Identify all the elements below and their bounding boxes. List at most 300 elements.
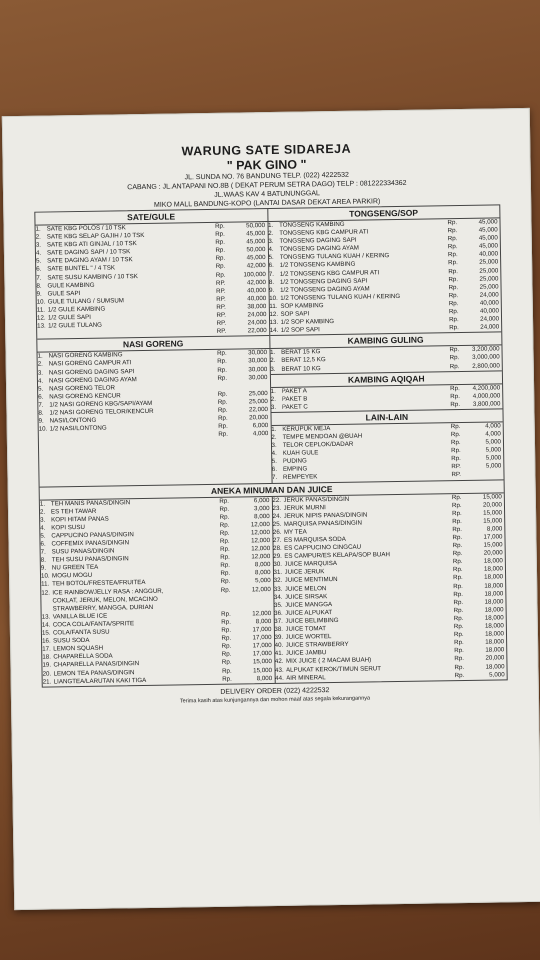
currency-label — [218, 382, 236, 390]
item-price: 40,000 — [247, 294, 267, 303]
thanks-note: Terima kasih atas kunjungannya dan mohon maaf atas segala kekurangannya — [179, 695, 371, 705]
item-price: 22,000 — [248, 406, 268, 414]
currency-label: Rp. — [447, 219, 458, 227]
item-price: 25,000 — [479, 266, 499, 275]
currency-label: Rp. — [221, 642, 232, 651]
currency-label: Rp. — [215, 230, 225, 238]
menu-grid — [34, 204, 507, 687]
currency-label: RP. — [451, 471, 462, 479]
item-number: 8. — [268, 278, 275, 286]
currency-label: Rp. — [447, 243, 458, 251]
item-name: JUICE MENTIMUN — [284, 576, 338, 585]
item-price: 24,000 — [247, 311, 267, 319]
item-price: 18,000 — [484, 581, 504, 590]
currency-label: Rp. — [218, 414, 228, 422]
currency-label: Rp. — [215, 246, 226, 255]
item-name: KUAH GULE — [282, 449, 319, 457]
item-number: 8. — [36, 282, 42, 290]
item-price: 18,000 — [484, 573, 504, 582]
item-name: JUICE WORTEL — [285, 633, 332, 641]
currency-label: Rp. — [448, 308, 459, 316]
item-number: 11. — [41, 580, 50, 589]
item-name: JERUK PANAS/DINGIN — [283, 495, 350, 504]
item-price: 18,000 — [485, 638, 505, 646]
item-number: 17. — [42, 645, 51, 653]
item-name: ALPUKAT KEROK/TIMUN SERUT — [285, 664, 382, 674]
item-price: 15,000 — [252, 658, 272, 666]
item-price: 4,200,000 — [472, 383, 501, 392]
item-number — [41, 605, 52, 613]
item-number: 9. — [36, 290, 42, 298]
guling-list — [270, 346, 502, 374]
item-price: 12,000 — [251, 553, 271, 561]
currency-label: Rp. — [454, 639, 464, 647]
item-number: 35. — [273, 601, 283, 609]
currency-label: Rp. — [448, 267, 458, 275]
item-number: 22. — [272, 496, 282, 504]
item-number: 8. — [40, 556, 47, 564]
item-name: 1/2 GULE TULANG — [48, 321, 103, 330]
item-number — [37, 331, 48, 339]
item-number: 33. — [273, 585, 283, 593]
item-price: 18,000 — [483, 565, 504, 574]
item-number: 7. — [38, 401, 44, 409]
item-number: 6. — [36, 266, 42, 274]
section-title-sate: SATE/GULE — [35, 209, 267, 226]
item-name: 1/2 SOP SAPI — [280, 326, 320, 335]
item-number: 2. — [39, 508, 46, 516]
item-price: 45,000 — [478, 226, 498, 234]
item-name: TONGSENG DAGING AYAM — [279, 244, 359, 254]
item-name: LIANGTEA/LARUTAN KAKI TIGA — [53, 676, 147, 686]
item-name: MARQUISA PANAS/DINGIN — [283, 519, 363, 528]
item-name: ES MARQUISA SODA — [283, 535, 346, 544]
item-name: NASI GORENG KAMBING — [48, 351, 123, 360]
currency-label: Rp. — [216, 350, 227, 358]
currency-label: Rp. — [220, 586, 231, 594]
item-number — [39, 434, 50, 442]
currency-label: Rp. — [222, 675, 232, 683]
section-title-aqiqah: KAMBING AQIQAH — [270, 370, 502, 388]
aqiqah-list — [271, 384, 503, 412]
currency-label: Rp. — [453, 606, 464, 615]
item-name: STRAWBERRY, MANGGA, DURIAN — [52, 603, 154, 613]
item-price: 20,000 — [482, 501, 503, 509]
item-number: 1. — [39, 500, 46, 508]
item-price: 18,000 — [484, 606, 504, 614]
item-name: SATE KBG ATI GINJAL / 10 TSK — [46, 240, 137, 249]
item-number: 27. — [272, 536, 282, 544]
item-number: 13. — [37, 322, 46, 330]
item-price: 20,000 — [485, 654, 505, 663]
item-number: 13. — [269, 319, 279, 327]
currency-label: Rp. — [219, 497, 230, 505]
item-number: 2. — [35, 233, 41, 241]
item-name: TEH MANIS PANAS/DINGIN — [50, 498, 131, 508]
item-name: JERUK MURNI — [283, 503, 326, 512]
currency-label: Rp. — [217, 358, 227, 366]
item-name: 1/2 NASI GORENG KBG/SAPI/AYAM — [49, 399, 153, 409]
item-number: 21. — [42, 678, 52, 686]
item-price: 5,000 — [485, 454, 502, 462]
item-name: JUICE SIRSAK — [284, 592, 328, 601]
item-name: ES TEH TAWAR — [50, 507, 97, 516]
item-name: NASI GORENG TELOR — [49, 384, 116, 393]
currency-label: Rp. — [452, 509, 462, 517]
item-price: 25,000 — [479, 275, 499, 283]
item-name: BERAT 15 KG — [280, 348, 321, 357]
item-price: 30,000 — [248, 357, 268, 365]
currency-label: Rp. — [452, 558, 463, 566]
item-price: 6,000 — [252, 422, 269, 430]
item-number: 5. — [40, 532, 46, 540]
item-price: 15,000 — [253, 666, 273, 674]
item-name: TELOR CEPLOK/DADAR — [282, 440, 354, 449]
item-price: 15,000 — [483, 517, 503, 525]
currency-label: RP. — [216, 303, 226, 311]
item-price: 5,000 — [485, 462, 502, 470]
item-number: 3. — [40, 516, 46, 524]
item-number: 24. — [272, 512, 282, 520]
item-number: 4. — [35, 249, 42, 257]
item-number: 13. — [41, 613, 51, 621]
item-name: JUICE ALPUKAT — [285, 608, 333, 617]
item-price — [469, 471, 503, 480]
item-name: CHAPARELLA SODA — [53, 652, 113, 661]
item-number: 3. — [271, 441, 277, 450]
item-number: 9. — [40, 564, 47, 572]
section-title-tongseng: TONGSENG/SOP — [268, 205, 500, 222]
item-name: COCA COLA/FANTA/SPRITE — [52, 620, 135, 629]
currency-label: Rp. — [450, 439, 461, 447]
item-number: 30. — [273, 561, 283, 569]
currency-label: Rp. — [454, 655, 465, 663]
item-number: 12. — [41, 589, 50, 597]
currency-label: Rp. — [450, 430, 461, 439]
item-price: 8,000 — [486, 525, 503, 533]
item-name: LEMON TEA PANAS/DINGIN — [53, 668, 135, 677]
currency-label: Rp. — [447, 251, 458, 259]
item-name: SUSU SODA — [52, 637, 90, 645]
item-number: 2. — [268, 230, 274, 238]
item-name: EMPING — [282, 465, 308, 474]
item-price: 12,000 — [250, 528, 270, 537]
item-name: ES CAMPUR/ES KELAPA/SOP BUAH — [284, 551, 390, 561]
item-name: CHAPARELLA PANAS/DINGIN — [53, 660, 140, 669]
currency-label: Rp. — [449, 346, 460, 354]
currency-label: Rp. — [450, 400, 461, 408]
item-name: TEH SUSU PANAS/DINGIN — [51, 555, 129, 564]
currency-label: RP. — [451, 463, 461, 471]
item-price: 8,000 — [256, 674, 273, 682]
item-number: 6. — [40, 540, 46, 548]
item-price: 50,000 — [246, 246, 266, 254]
item-name: 1/2 TONGSENG TULANG KUAH / KERING — [280, 292, 401, 302]
item-price: 12,000 — [250, 520, 270, 529]
item-name: BERAT 10 KG — [281, 364, 321, 373]
item-number: 9. — [38, 417, 44, 425]
item-name: KERUPUK MEJA — [282, 424, 331, 433]
currency-label: RP. — [216, 311, 227, 319]
currency-label: Rp. — [452, 525, 463, 534]
item-price: 25,000 — [479, 258, 499, 267]
currency-label: Rp. — [221, 650, 232, 659]
item-name: NASI GORENG KENCUR — [49, 392, 121, 401]
item-price: 25,000 — [248, 389, 268, 398]
currency-label: Rp. — [215, 271, 226, 279]
item-name: COFFEMIX PANAS/DINGIN — [51, 539, 130, 548]
currency-label: Rp. — [215, 255, 226, 263]
item-price: 5,000 — [485, 446, 502, 454]
tongseng-list — [268, 218, 501, 335]
menu-sheet — [2, 108, 540, 910]
currency-label: Rp. — [217, 366, 228, 374]
currency-label: Rp. — [448, 316, 459, 324]
item-name: SOP SAPI — [280, 310, 310, 318]
item-name: JUICE JAMBU — [285, 649, 327, 658]
item-price: 18,000 — [485, 646, 505, 654]
item-price: 20,000 — [249, 414, 269, 422]
item-price: 5,000 — [485, 438, 502, 446]
item-price: 17,000 — [252, 626, 272, 634]
item-name: LEMON SQUASH — [53, 644, 104, 653]
item-price: 42,000 — [246, 278, 266, 287]
item-price: 25,000 — [479, 283, 499, 291]
item-name: 1/2 TONGSENG DAGING AYAM — [280, 285, 370, 294]
item-price: 15,000 — [483, 509, 503, 517]
currency-label: Rp. — [217, 374, 228, 382]
item-price: 18,000 — [484, 598, 504, 606]
currency-label: Rp. — [452, 534, 463, 542]
item-price: 17,000 — [252, 642, 272, 650]
left-column — [35, 209, 272, 486]
item-name: JUICE MELON — [284, 584, 327, 593]
item-number: 15. — [41, 629, 51, 637]
item-price: 45,000 — [478, 234, 498, 242]
currency-label: Rp. — [453, 614, 464, 623]
currency-label: Rp. — [215, 263, 226, 271]
currency-label: Rp. — [219, 513, 230, 521]
item-name: TONGSENG TULANG KUAH / KERING — [279, 252, 390, 262]
item-name: 1/2 NASI GORENG TELOR/KENCUR — [49, 407, 154, 417]
item-name: NASI GORENG DAGING AYAM — [48, 375, 137, 385]
currency-label: Rp. — [218, 422, 228, 430]
branch-1: CABANG : JL.ANTAPANI NO.8B ( DEKAT PERUM SETRA DAGO) TELP : 081222334362 — [127, 179, 407, 192]
item-number: 1. — [267, 221, 274, 230]
item-price: 3,000 — [253, 504, 270, 512]
item-price: 4,000 — [485, 422, 501, 430]
item-price: 18,000 — [485, 630, 505, 638]
currency-label: Rp. — [219, 537, 230, 545]
item-number: 11. — [36, 306, 46, 314]
item-price: 12,000 — [251, 585, 271, 593]
currency-label: Rp. — [448, 283, 459, 291]
item-name: VANILLA BLUE ICE — [52, 612, 108, 621]
currency-label: Rp. — [448, 259, 458, 267]
currency-label: Rp. — [448, 291, 459, 300]
item-price: 6,000 — [253, 496, 270, 504]
item-name: JUICE MARQUISA — [284, 560, 338, 569]
item-price: 17,000 — [252, 650, 272, 658]
item-price: 100,000 — [243, 270, 266, 278]
item-name: SATE BUNTEL " / 4 TSK — [47, 264, 116, 273]
item-price: 18,000 — [484, 622, 504, 630]
item-number: 16. — [41, 637, 51, 645]
item-name: JUICE STRAWBERRY — [285, 641, 349, 650]
currency-label: Rp. — [220, 578, 231, 586]
currency-label: Rp. — [448, 299, 459, 308]
item-name: TONGSENG KBG CAMPUR ATI — [279, 228, 369, 237]
item-name: 1/2 TONGSENG DAGING SAPI — [279, 277, 368, 286]
currency-label: Rp. — [449, 362, 460, 370]
item-name: SATE KBG POLOS / 10 TSK — [46, 224, 126, 233]
item-price: 20,000 — [483, 549, 503, 557]
item-name: JERUK NIPIS PANAS/DINGIN — [283, 511, 368, 520]
currency-label: Rp. — [220, 553, 230, 562]
item-name: ES CAPPUCINO CINGCAU — [284, 543, 362, 552]
item-name: NU GREEN TEA — [51, 564, 99, 572]
item-number: 6. — [268, 262, 274, 270]
item-number: 4. — [268, 246, 274, 254]
currency-label: Rp. — [214, 222, 225, 230]
item-name: NASI/LONTONG — [49, 416, 97, 425]
item-number: 9. — [269, 286, 275, 294]
item-number: 42. — [274, 658, 284, 666]
item-name: 1/2 SOP KAMBING — [280, 318, 335, 326]
item-price: 45,000 — [246, 238, 266, 246]
item-name: SATE DAGING AYAM / 10 TSK — [47, 256, 133, 265]
item-price: 22,000 — [247, 327, 267, 335]
item-number: 37. — [274, 617, 283, 625]
currency-label: Rp. — [453, 631, 464, 639]
item-number: 2. — [270, 395, 277, 403]
item-number: 44. — [275, 674, 284, 682]
currency-label: Rp. — [451, 493, 462, 501]
item-number: 20. — [42, 669, 52, 678]
item-price: 30,000 — [248, 373, 268, 381]
item-number: 18. — [42, 653, 51, 661]
item-price: 18,000 — [484, 614, 504, 622]
item-number: 3. — [270, 365, 276, 373]
item-price: 45,000 — [478, 242, 498, 250]
item-number: 28. — [273, 544, 282, 553]
item-name: CAPPUCINO PANAS/DINGIN — [51, 531, 134, 540]
item-number: 10. — [40, 572, 50, 581]
item-number: 6. — [38, 393, 44, 401]
item-price: 3,200,000 — [471, 345, 500, 354]
item-name: 1/2 TONGSENG KAMBING — [279, 261, 356, 270]
currency-label: Rp. — [454, 671, 465, 679]
restaurant-owner: " PAK GINO " — [226, 157, 307, 173]
item-name: ICE RAINBOWJELLY RASA : ANGGUR, — [52, 587, 164, 597]
item-price: 12,000 — [251, 545, 271, 553]
item-number: 7. — [268, 270, 275, 278]
item-name: JUICE BELIMBING — [285, 616, 339, 625]
item-number: 2. — [37, 360, 43, 369]
currency-label — [221, 602, 239, 610]
item-name: TONGSENG KAMBING — [278, 220, 345, 229]
item-price: 15,000 — [482, 492, 502, 501]
currency-label: Rp. — [453, 623, 464, 631]
item-number: 25. — [272, 520, 282, 528]
item-number: 7. — [271, 474, 278, 482]
item-number: 7. — [36, 274, 42, 282]
item-name: GULE SAPI — [47, 289, 81, 298]
item-price: 12,000 — [251, 537, 271, 545]
item-name: BERAT 12,5 KG — [281, 356, 326, 365]
currency-label: RP. — [216, 287, 226, 295]
item-price: 18,000 — [484, 590, 504, 598]
item-number: 11. — [269, 302, 278, 310]
item-number: 14. — [269, 327, 279, 335]
currency-label: Rp. — [221, 667, 232, 675]
item-number: 4. — [37, 377, 44, 385]
right-column — [268, 205, 504, 482]
branch-3: MIKO MALL BANDUNG-KOPO (LANTAI DASAR DEKAT AREA PARKIR) — [153, 198, 381, 209]
item-number: 43. — [274, 666, 284, 674]
currency-label: Rp. — [215, 238, 226, 247]
item-price: 45,000 — [478, 218, 498, 226]
item-name: 1/2 TONGSENG KBG CAMPUR ATI — [279, 268, 380, 278]
item-number: 3. — [270, 403, 277, 411]
item-price: 30,000 — [248, 365, 268, 373]
item-name: SATE DAGING SAPI / 10 TSK — [46, 248, 131, 257]
item-number: 5. — [36, 257, 42, 266]
section-title-guling: KAMBING GULING — [270, 332, 502, 350]
currency-label: Rp. — [449, 354, 460, 362]
currency-label: RP. — [216, 327, 227, 336]
item-number: 26. — [272, 528, 282, 536]
currency-label: Rp. — [449, 324, 459, 332]
currency-label: Rp. — [454, 663, 465, 671]
item-name: MY TEA — [283, 528, 307, 536]
item-number: 1. — [270, 387, 276, 395]
item-name: COKLAT, JERUK, MELON, MCACINO — [52, 595, 158, 605]
currency-label: Rp. — [452, 550, 463, 558]
item-number: 7. — [40, 548, 46, 556]
item-number: 1. — [35, 225, 41, 233]
item-number: 1. — [37, 352, 43, 360]
item-price: 4,000 — [252, 430, 269, 438]
item-price: 4,000,000 — [472, 392, 501, 400]
item-name: PAKET B — [281, 395, 308, 403]
item-name: TEH BOTOL/FRESTEA/FRUITEA — [52, 579, 146, 588]
delivery-order: DELIVERY ORDER (022) 4222532 — [220, 686, 330, 696]
currency-label: Rp. — [220, 561, 231, 570]
item-price: 42,000 — [246, 262, 266, 270]
item-number: 1. — [271, 425, 277, 433]
item-price: 30,000 — [248, 349, 268, 357]
item-name — [50, 431, 219, 442]
currency-label: Rp. — [220, 570, 231, 578]
item-name: JUICE TOMAT — [285, 625, 327, 633]
item-name: PAKET A — [281, 387, 307, 395]
item-number: 34. — [273, 593, 283, 601]
item-price: 18,000 — [483, 557, 503, 565]
item-price: 24,000 — [479, 291, 499, 299]
item-price: 45,000 — [246, 230, 266, 238]
item-number: 8. — [38, 409, 44, 417]
item-price: 8,000 — [254, 569, 271, 577]
item-number: 36. — [274, 609, 283, 617]
item-number: 29. — [273, 553, 282, 561]
item-name: TEMPE MENDOAN @BUAH — [282, 432, 363, 441]
item-price: 40,000 — [479, 250, 499, 259]
currency-label: Rp. — [217, 406, 228, 414]
item-number: 32. — [273, 577, 283, 585]
section-title-minuman: ANEKA MINUMAN DAN JUICE — [40, 479, 504, 500]
item-name: GULE TULANG / SUMSUM — [47, 297, 124, 306]
